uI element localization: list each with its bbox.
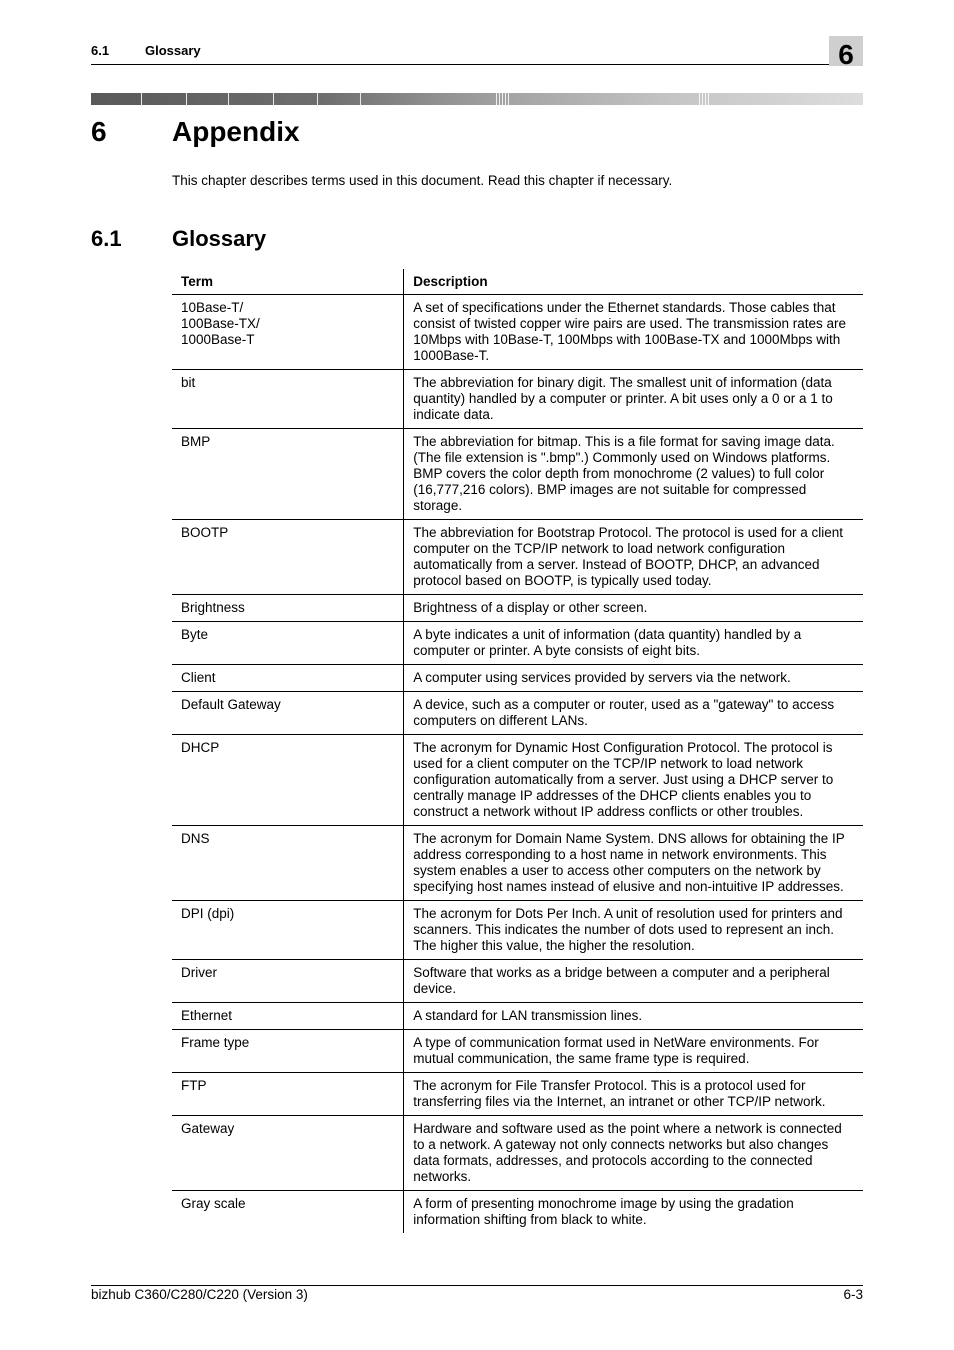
- table-row: [172, 735, 863, 826]
- description-cell: A computer using services provided by servers via the network.: [404, 665, 863, 692]
- term-cell: BOOTP: [172, 520, 404, 595]
- term-cell: DPI (dpi): [172, 901, 404, 960]
- table-row: [172, 520, 863, 595]
- header-section-number: 6.1: [91, 43, 110, 58]
- term-cell: Gray scale: [172, 1191, 404, 1234]
- glossary-table: [172, 269, 863, 1233]
- term-cell: DHCP: [172, 735, 404, 826]
- footer-page-number: 6-3: [843, 1287, 863, 1302]
- description-cell: The acronym for File Transfer Protocol. This is a protocol used for transferring files via the Internet, an intranet or other TCP/IP network.: [404, 1073, 863, 1116]
- chapter-title: Appendix: [172, 116, 300, 147]
- description-cell: The acronym for Dynamic Host Configuration Protocol. The protocol is used for a client computer on the TCP/IP network to load network configuration automatically from a server. Just using a DHCP server to centrally manage IP addresses of the DHCP clients enables you to construct a network without IP address conflicts or other troubles.: [404, 735, 863, 826]
- table-row: [172, 595, 863, 622]
- description-cell: Brightness of a display or other screen.: [404, 595, 863, 622]
- table-row: [172, 429, 863, 520]
- description-cell: The abbreviation for bitmap. This is a file format for saving image data. (The file extension is ".bmp".) Commonly used on Windows platforms. BMP covers the color depth from monochrome (2 values) to full color (16,777,216 colors). BMP images are not suitable for compressed storage.: [404, 429, 863, 520]
- description-cell: A type of communication format used in NetWare environments. For mutual communication, the same frame type is required.: [404, 1030, 863, 1073]
- column-header-term: Term: [172, 269, 404, 295]
- header-section-title: Glossary: [145, 43, 201, 58]
- term-cell: Driver: [172, 960, 404, 1003]
- table-row: [172, 901, 863, 960]
- term-cell: DNS: [172, 826, 404, 901]
- term-cell: Default Gateway: [172, 692, 404, 735]
- description-cell: Software that works as a bridge between a computer and a peripheral device.: [404, 960, 863, 1003]
- description-cell: A standard for LAN transmission lines.: [404, 1003, 863, 1030]
- term-cell: Gateway: [172, 1116, 404, 1191]
- term-cell: BMP: [172, 429, 404, 520]
- description-cell: The acronym for Dots Per Inch. A unit of resolution used for printers and scanners. This indicates the number of dots used to represent an inch. The higher this value, the higher the resolution.: [404, 901, 863, 960]
- description-cell: The abbreviation for Bootstrap Protocol. The protocol is used for a client computer on the TCP/IP network to load network configuration automatically from a server. Instead of BOOTP, DHCP, an advanced protocol based on BOOTP, is typically used today.: [404, 520, 863, 595]
- table-row: [172, 622, 863, 665]
- term-cell: Ethernet: [172, 1003, 404, 1030]
- description-cell: Hardware and software used as the point where a network is connected to a network. A gateway not only connects networks but also changes data formats, addresses, and protocols according to the connected networks.: [404, 1116, 863, 1191]
- term-cell: Brightness: [172, 595, 404, 622]
- decorative-band: [91, 93, 863, 105]
- table-row: [172, 370, 863, 429]
- footer-rule: [91, 1285, 863, 1286]
- column-header-description: Description: [404, 269, 863, 295]
- term-cell: Byte: [172, 622, 404, 665]
- term-cell: bit: [172, 370, 404, 429]
- footer-product-name: bizhub C360/C280/C220 (Version 3): [91, 1287, 308, 1302]
- description-cell: The acronym for Domain Name System. DNS allows for obtaining the IP address corresponding to a host name in network environments. This system enables a user to access other computers on the network by specifying host names instead of elusive and non-intuitive IP addresses.: [404, 826, 863, 901]
- term-cell: 10Base-T/ 100Base-TX/ 1000Base-T: [172, 295, 404, 370]
- chapter-number: 6: [91, 116, 107, 147]
- table-row: [172, 1003, 863, 1030]
- table-row: [172, 826, 863, 901]
- chapter-intro: This chapter describes terms used in this document. Read this chapter if necessary.: [172, 173, 673, 188]
- table-row: [172, 1116, 863, 1191]
- table-row: [172, 1030, 863, 1073]
- description-cell: A device, such as a computer or router, used as a "gateway" to access computers on different LANs.: [404, 692, 863, 735]
- term-cell: Client: [172, 665, 404, 692]
- table-row: [172, 960, 863, 1003]
- description-cell: A set of specifications under the Ethernet standards. Those cables that consist of twisted copper wire pairs are used. The transmission rates are 10Mbps with 10Base-T, 100Mbps with 100Base-TX and 1000Mbps with 1000Base-T.: [404, 295, 863, 370]
- table-row: [172, 692, 863, 735]
- table-header-row: [172, 269, 863, 295]
- description-cell: A byte indicates a unit of information (data quantity) handled by a computer or printer. A byte consists of eight bits.: [404, 622, 863, 665]
- table-row: [172, 1191, 863, 1234]
- section-number: 6.1: [91, 226, 122, 251]
- description-cell: The abbreviation for binary digit. The smallest unit of information (data quantity) handled by a computer or printer. A bit uses only a 0 or a 1 to indicate data.: [404, 370, 863, 429]
- header-chapter-tab: 6: [829, 36, 863, 66]
- table-row: [172, 295, 863, 370]
- description-cell: A form of presenting monochrome image by using the gradation information shifting from black to white.: [413, 1196, 794, 1227]
- term-cell: FTP: [172, 1073, 404, 1116]
- table-row: [172, 665, 863, 692]
- section-title: Glossary: [172, 226, 267, 251]
- table-row: [172, 1073, 863, 1116]
- header-rule: [91, 64, 829, 65]
- term-cell: Frame type: [172, 1030, 404, 1073]
